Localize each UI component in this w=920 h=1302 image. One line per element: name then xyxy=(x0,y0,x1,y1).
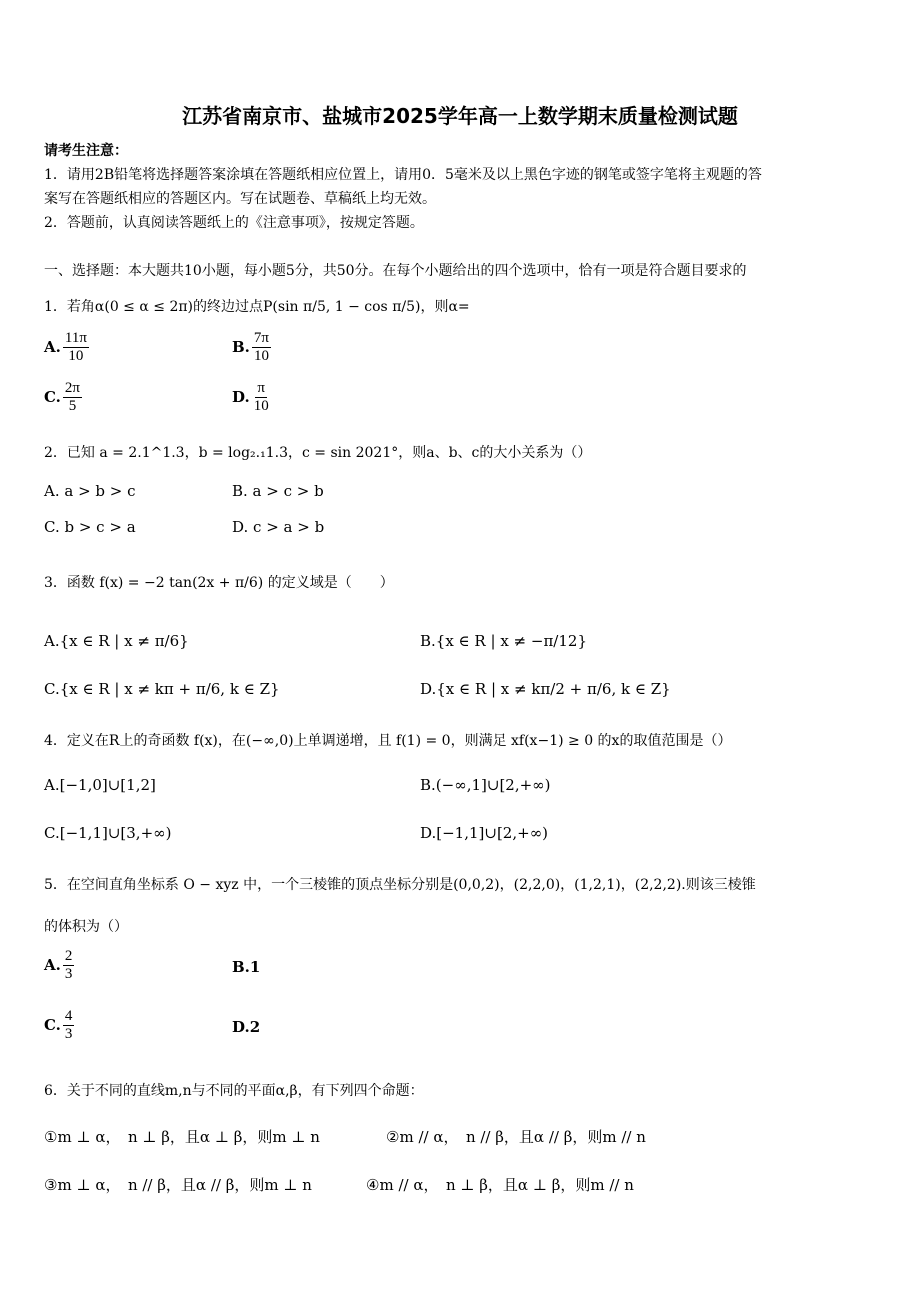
question-5-option-c: C. $\frac{4}{3}$ xyxy=(44,1008,73,1043)
question-6-proposition-3: ③m ⊥ α， n // β，且α // β，则m ⊥ n xyxy=(44,1176,312,1194)
question-1-option-a: A. $\frac{11\pi}{10}$ xyxy=(44,330,87,365)
question-4-option-d: D.[−1,1]∪[2,+∞) xyxy=(420,824,549,842)
question-5-option-a: A. $\frac{2}{3}$ xyxy=(44,948,73,983)
question-1-option-d: D. $\frac{\pi}{10}$ xyxy=(232,380,269,415)
question-2-option-d: D. c > a > b xyxy=(232,518,325,536)
notice-item-2: 2．答题前，认真阅读答题纸上的《注意事项》，按规定答题。 xyxy=(44,215,424,231)
question-2-option-b: B. a > c > b xyxy=(232,482,324,500)
question-6-proposition-2: ②m // α， n // β，且α // β，则m // n xyxy=(386,1128,646,1146)
page-title: 江苏省南京市、盐城市2025学年高一上数学期末质量检测试题 xyxy=(182,104,738,128)
question-4-stem: 4．定义在R上的奇函数 f(x)，在(−∞,0)上单调递增，且 f(1) = 0，则满足 xf(x−1) ≥ 0 的x的取值范围是（） xyxy=(44,733,732,749)
question-5-stem-line-2: 的体积为（） xyxy=(44,919,128,935)
question-6-proposition-4: ④m // α， n ⊥ β，且α ⊥ β，则m // n xyxy=(366,1176,634,1194)
question-1-option-c: C. $\frac{2\pi}{5}$ xyxy=(44,380,80,415)
question-6-proposition-1: ①m ⊥ α， n ⊥ β，且α ⊥ β，则m ⊥ n xyxy=(44,1128,320,1146)
question-1-stem: 1．若角α(0 ≤ α ≤ 2π)的终边过点P(sin π/5, 1 − cos π/5)，则α= xyxy=(44,299,470,315)
question-6-stem: 6．关于不同的直线m,n与不同的平面α,β，有下列四个命题： xyxy=(44,1083,424,1099)
question-2-option-c: C. b > c > a xyxy=(44,518,136,536)
notice-heading: 请考生注意： xyxy=(44,143,128,159)
question-1-option-b: B. $\frac{7\pi}{10}$ xyxy=(232,330,269,365)
question-5-option-d: D.2 xyxy=(232,1018,261,1036)
question-5-option-b: B.1 xyxy=(232,958,261,976)
question-5-stem-line-1: 5．在空间直角坐标系 O − xyz 中，一个三棱锥的顶点坐标分别是(0,0,2)，(2,2,0)，(1,2,1)，(2,2,2).则该三棱锥 xyxy=(44,877,756,893)
question-4-option-b: B.(−∞,1]∪[2,+∞) xyxy=(420,776,551,794)
question-3-stem: 3．函数 f(x) = −2 tan(2x + π/6) 的定义域是（ ） xyxy=(44,575,394,591)
question-4-option-a: A.[−1,0]∪[1,2] xyxy=(44,776,156,794)
question-4-option-c: C.[−1,1]∪[3,+∞) xyxy=(44,824,172,842)
notice-item-1-line-1: 1．请用2B铅笔将选择题答案涂填在答题纸相应位置上，请用0．5毫米及以上黑色字迹的钢笔或签字笔将主观题的答 xyxy=(44,167,762,183)
question-3-option-b: B.{x ∈ R | x ≠ −π/12} xyxy=(420,632,587,650)
notice-item-1-line-2: 案写在答题纸相应的答题区内。写在试题卷、草稿纸上均无效。 xyxy=(44,191,436,207)
question-3-option-d: D.{x ∈ R | x ≠ kπ/2 + π/6, k ∈ Z} xyxy=(420,680,671,698)
question-2-stem: 2．已知 a = 2.1^1.3，b = log₂.₁1.3，c = sin 2021°，则a、b、c的大小关系为（） xyxy=(44,445,592,461)
question-3-option-c: C.{x ∈ R | x ≠ kπ + π/6, k ∈ Z} xyxy=(44,680,280,698)
question-3-option-a: A.{x ∈ R | x ≠ π/6} xyxy=(44,632,189,650)
section-heading: 一、选择题：本大题共10小题，每小题5分，共50分。在每个小题给出的四个选项中，恰有一项是符合题目要求的 xyxy=(44,263,747,279)
question-2-option-a: A. a > b > c xyxy=(44,482,136,500)
